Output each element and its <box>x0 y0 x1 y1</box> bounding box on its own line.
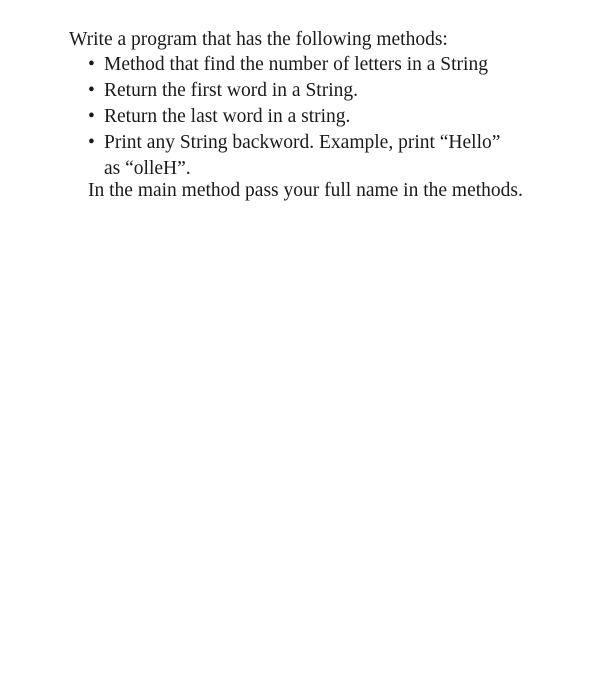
list-item-text-continued: as “olleH”. <box>104 158 191 179</box>
intro-text: Write a program that has the following methods: <box>69 29 448 50</box>
closing-paragraph: In the main method pass your full name in the methods. <box>88 180 523 201</box>
bullet-icon: • <box>88 80 95 101</box>
bullet-icon: • <box>88 54 95 75</box>
method-list <box>88 52 548 182</box>
list-item-text: Return the first word in a String. <box>104 80 359 101</box>
list-item <box>88 104 548 130</box>
list-item <box>88 78 548 104</box>
list-item-text: Return the last word in a string. <box>104 106 351 127</box>
list-item-text: Print any String backword. Example, print “Hello” <box>104 132 501 153</box>
list-item <box>88 52 548 78</box>
bullet-icon: • <box>88 106 95 127</box>
bullet-icon: • <box>88 132 95 153</box>
list-item-text: Method that find the number of letters in a String <box>104 54 488 75</box>
list-item <box>88 130 548 182</box>
